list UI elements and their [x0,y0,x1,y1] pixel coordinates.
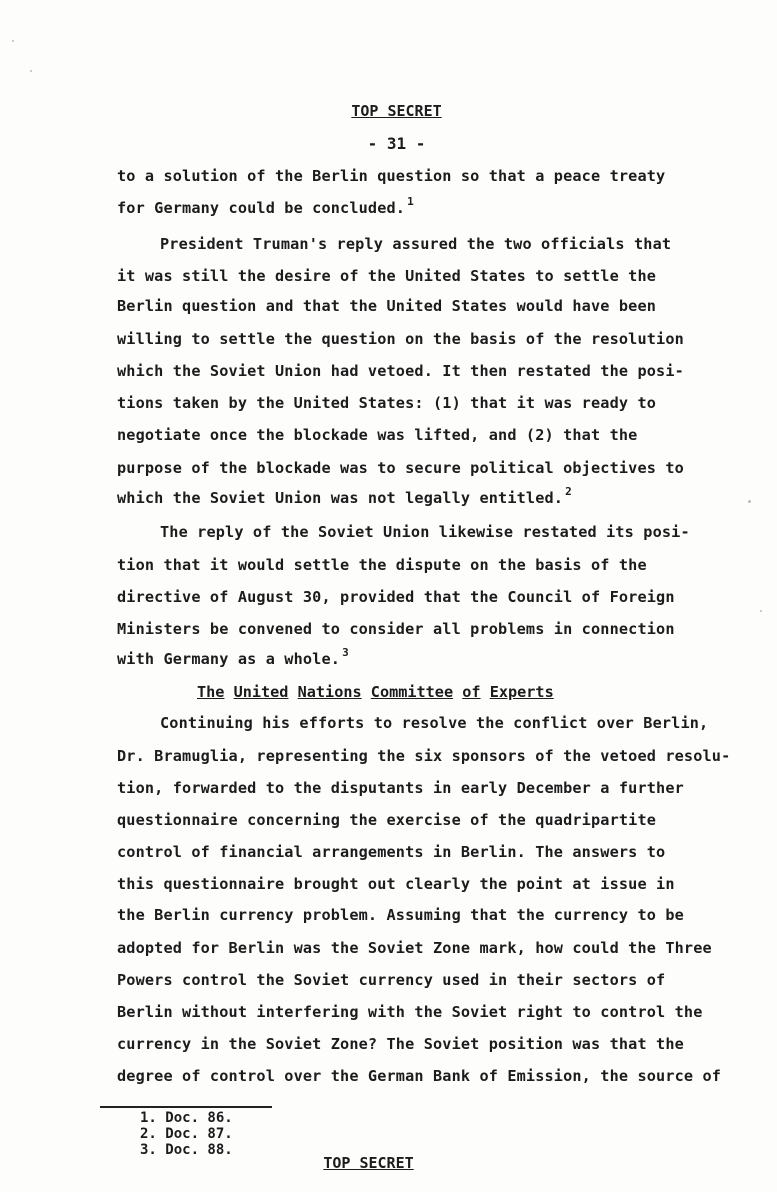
scan-speck [760,610,762,612]
body-line [160,714,708,732]
line-text: with Germany as a whole. [117,650,341,668]
heading-word: Committee [370,683,454,701]
footnote: 1. Doc. 86. [140,1110,233,1126]
line-text: tion, forwarded to the disputants in early December a further [117,779,684,797]
line-text: control of financial arrangements in Berlin. The answers to [117,843,666,861]
line-text: it was still the desire of the United States to settle the [117,267,657,285]
body-line [117,971,665,989]
body-line [117,362,684,380]
line-text: this questionnaire brought out clearly the point at issue in [117,875,675,893]
body-line [160,235,671,253]
line-text: President Truman's reply assured the two officials that [160,235,672,253]
scan-speck [12,40,14,42]
body-line [117,588,675,606]
footnote-ref: 1 [407,195,414,208]
body-line [117,620,675,638]
classification-header: TOP SECRET [351,102,442,120]
line-text: negotiate once the blockade was lifted, and (2) that the [117,426,638,444]
footnote-ref: 2 [565,485,572,498]
body-line [117,939,712,957]
body-line [117,811,656,829]
heading-word: of [462,683,481,701]
body-line [117,426,637,444]
body-line [117,843,665,861]
footnote: 2. Doc. 87. [140,1126,233,1142]
line-text: tions taken by the United States: (1) that it was ready to [117,394,657,412]
heading-word: Experts [489,683,554,701]
body-line [117,1003,703,1021]
page-number: - 31 - [367,134,426,153]
line-text: The reply of the Soviet Union likewise restated its posi- [160,523,690,541]
body-line [117,646,349,668]
heading-word: The [197,683,225,701]
footnote-ref: 3 [342,646,349,659]
body-line [117,394,656,412]
line-text: Dr. Bramuglia, representing the six sponsors of the vetoed resolu- [117,747,731,765]
line-text: Continuing his efforts to resolve the conflict over Berlin, [160,714,709,732]
body-line [117,267,656,285]
body-line [160,523,690,541]
line-text: Berlin without interfering with the Soviet right to control the [117,1003,703,1021]
body-line [117,297,656,315]
classification-footer: TOP SECRET [323,1154,414,1172]
body-line [117,906,684,924]
scan-speck [30,70,32,72]
heading-word: Nations [297,683,362,701]
line-text: willing to settle the question on the basis of the resolution [117,330,684,348]
body-line [117,459,684,477]
footnote: 3. Doc. 88. [140,1142,233,1158]
line-text: which the Soviet Union had vetoed. It then restated the posi- [117,362,684,380]
line-text: adopted for Berlin was the Soviet Zone mark, how could the Three [117,939,712,957]
line-text: for Germany could be concluded. [117,199,406,217]
line-text: currency in the Soviet Zone? The Soviet position was that the [117,1035,684,1053]
line-text: Powers control the Soviet currency used in their sectors of [117,971,666,989]
line-text: purpose of the blockade was to secure political objectives to [117,459,684,477]
body-line [117,875,675,893]
body-line [117,779,684,797]
line-text: Berlin question and that the United States would have been [117,297,657,315]
line-text: which the Soviet Union was not legally entitled. [117,489,564,507]
footnote-divider [100,1106,272,1108]
body-line [117,167,665,185]
line-text: the Berlin currency problem. Assuming that the currency to be [117,906,684,924]
body-line [117,195,414,217]
body-line [117,1067,721,1085]
body-line [117,330,684,348]
line-text: degree of control over the German Bank of Emission, the source of [117,1067,722,1085]
body-line [117,485,572,507]
line-text: directive of August 30, provided that the Council of Foreign [117,588,675,606]
line-text: Ministers be convened to consider all problems in connection [117,620,675,638]
line-text: to a solution of the Berlin question so that a peace treaty [117,167,666,185]
body-line [117,1035,684,1053]
heading-word: United [233,683,289,701]
body-line [117,556,647,574]
scan-speck [748,500,751,503]
section-heading [197,683,554,701]
line-text: questionnaire concerning the exercise of the quadripartite [117,811,657,829]
body-line [117,747,730,765]
line-text: tion that it would settle the dispute on the basis of the [117,556,647,574]
